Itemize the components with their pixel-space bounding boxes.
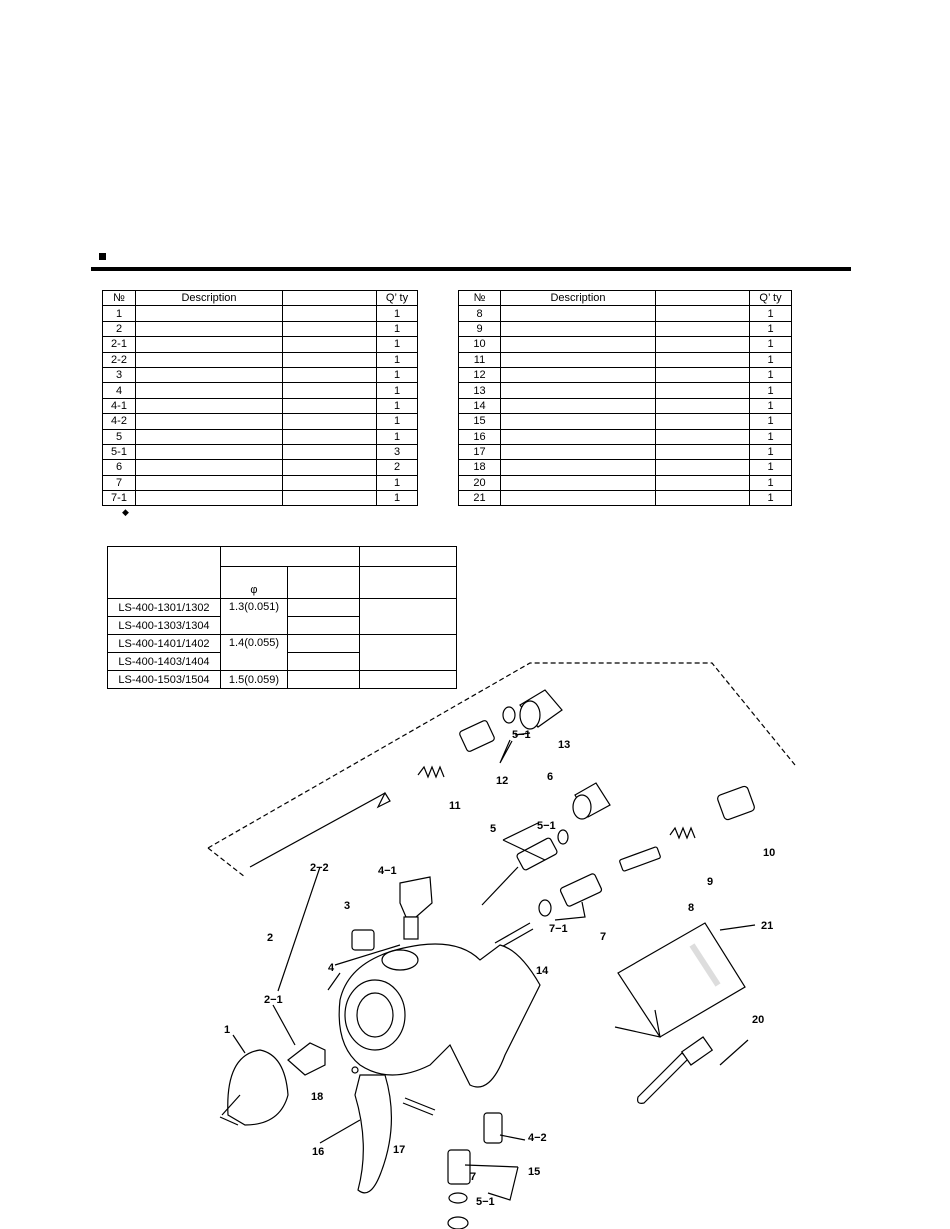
table-row bbox=[103, 352, 418, 367]
table-row bbox=[108, 635, 457, 653]
callout-11: 11 bbox=[449, 800, 461, 812]
table-header-row bbox=[103, 291, 418, 306]
part-blank-cell bbox=[656, 491, 750, 506]
callout-4-1: 4−1 bbox=[378, 865, 397, 877]
part-blank-cell bbox=[283, 383, 377, 398]
table-row bbox=[103, 460, 418, 475]
part-no-cell: 5-1 bbox=[103, 444, 136, 459]
model-cell: LS-400-1503/1504 bbox=[108, 671, 221, 689]
callout-10: 10 bbox=[763, 847, 776, 859]
callout-2-2: 2−2 bbox=[310, 862, 329, 874]
section-rule bbox=[91, 267, 851, 271]
part-qty-cell: 1 bbox=[750, 337, 792, 352]
part-no-cell: 5 bbox=[103, 429, 136, 444]
table-row bbox=[459, 491, 792, 506]
part-blank-cell bbox=[283, 306, 377, 321]
part-description-cell bbox=[501, 306, 656, 321]
part-description-cell bbox=[136, 337, 283, 352]
section-bullet bbox=[99, 253, 106, 260]
col-description-header: Description bbox=[136, 291, 283, 306]
callout-9: 9 bbox=[707, 876, 714, 888]
table-row bbox=[459, 444, 792, 459]
callout-7-right: 7 bbox=[600, 931, 607, 943]
table-header-row bbox=[459, 291, 792, 306]
table-row bbox=[103, 398, 418, 413]
col-qty-header: Q’ ty bbox=[377, 291, 418, 306]
part-description-cell bbox=[501, 337, 656, 352]
callout-17: 17 bbox=[393, 1144, 406, 1156]
callout-5: 5 bbox=[490, 823, 497, 835]
table-row bbox=[459, 321, 792, 336]
part-blank-cell bbox=[283, 429, 377, 444]
callout-7-1: 7−1 bbox=[549, 923, 568, 935]
part-description-cell bbox=[501, 398, 656, 413]
part-description-cell bbox=[501, 444, 656, 459]
table-row bbox=[108, 547, 457, 567]
callout-1: 1 bbox=[224, 1024, 231, 1036]
callout-2-1: 2−1 bbox=[264, 994, 283, 1006]
col-no-header: № bbox=[103, 291, 136, 306]
col-blank-header bbox=[656, 291, 750, 306]
note-marker: ◆ bbox=[122, 507, 129, 517]
part-no-cell: 7 bbox=[103, 475, 136, 490]
table-row bbox=[103, 444, 418, 459]
part-description-cell bbox=[136, 460, 283, 475]
part-blank-cell bbox=[283, 352, 377, 367]
part-no-cell: 15 bbox=[459, 414, 501, 429]
part-qty-cell: 1 bbox=[750, 306, 792, 321]
part-description-cell bbox=[501, 414, 656, 429]
table-row bbox=[459, 367, 792, 382]
model-cell: LS-400-1401/1402 bbox=[108, 635, 221, 653]
callout-4: 4 bbox=[328, 962, 335, 974]
callout-20: 20 bbox=[752, 1014, 765, 1026]
part-description-cell bbox=[501, 321, 656, 336]
part-description-cell bbox=[501, 475, 656, 490]
part-description-cell bbox=[501, 429, 656, 444]
callout-15: 15 bbox=[528, 1166, 541, 1178]
table-row bbox=[103, 491, 418, 506]
table-row bbox=[103, 306, 418, 321]
part-no-cell: 1 bbox=[103, 306, 136, 321]
part-blank-cell bbox=[656, 414, 750, 429]
size-cell: 1.4(0.055) bbox=[221, 635, 288, 671]
part-description-cell bbox=[136, 306, 283, 321]
exploded-parts-diagram bbox=[200, 655, 800, 1229]
callout-5-1-mid: 5−1 bbox=[537, 820, 556, 832]
callout-6: 6 bbox=[547, 771, 554, 783]
part-qty-cell: 1 bbox=[377, 398, 418, 413]
col-no-header: № bbox=[459, 291, 501, 306]
part-no-cell: 6 bbox=[103, 460, 136, 475]
part-no-cell: 8 bbox=[459, 306, 501, 321]
part-qty-cell: 1 bbox=[750, 383, 792, 398]
part-blank-cell bbox=[283, 475, 377, 490]
part-qty-cell: 1 bbox=[750, 475, 792, 490]
part-blank-cell bbox=[283, 491, 377, 506]
part-blank-cell bbox=[656, 367, 750, 382]
table-row bbox=[103, 414, 418, 429]
part-description-cell bbox=[136, 352, 283, 367]
part-no-cell: 13 bbox=[459, 383, 501, 398]
part-no-cell: 12 bbox=[459, 367, 501, 382]
part-no-cell: 9 bbox=[459, 321, 501, 336]
col-qty-header: Q’ ty bbox=[750, 291, 792, 306]
callout-5-1-bottom: 5−1 bbox=[476, 1196, 495, 1208]
part-description-cell bbox=[501, 352, 656, 367]
part-description-cell bbox=[136, 414, 283, 429]
part-no-cell: 2 bbox=[103, 321, 136, 336]
part-blank-cell bbox=[656, 460, 750, 475]
table-row bbox=[459, 398, 792, 413]
part-no-cell: 10 bbox=[459, 337, 501, 352]
callout-8: 8 bbox=[688, 902, 695, 914]
part-description-cell bbox=[136, 491, 283, 506]
part-qty-cell: 1 bbox=[750, 398, 792, 413]
part-no-cell: 14 bbox=[459, 398, 501, 413]
table-row bbox=[103, 383, 418, 398]
table-row bbox=[459, 460, 792, 475]
part-no-cell: 4-2 bbox=[103, 414, 136, 429]
part-qty-cell: 1 bbox=[750, 414, 792, 429]
part-blank-cell bbox=[283, 444, 377, 459]
part-blank-cell bbox=[656, 475, 750, 490]
part-qty-cell: 3 bbox=[377, 444, 418, 459]
part-qty-cell: 1 bbox=[750, 460, 792, 475]
callout-2: 2 bbox=[267, 932, 274, 944]
model-cell: LS-400-1303/1304 bbox=[108, 617, 221, 635]
part-description-cell bbox=[501, 383, 656, 398]
part-no-cell: 16 bbox=[459, 429, 501, 444]
table-row bbox=[103, 367, 418, 382]
callout-5-1-top: 5−1 bbox=[512, 729, 531, 741]
table-row bbox=[103, 337, 418, 352]
col-blank-header bbox=[283, 291, 377, 306]
table-row bbox=[459, 414, 792, 429]
part-qty-cell: 1 bbox=[377, 475, 418, 490]
table-row bbox=[103, 475, 418, 490]
callout-3: 3 bbox=[344, 900, 351, 912]
part-no-cell: 2-1 bbox=[103, 337, 136, 352]
table-row bbox=[459, 352, 792, 367]
table-row bbox=[459, 337, 792, 352]
callout-13: 13 bbox=[558, 739, 571, 751]
part-blank-cell bbox=[656, 429, 750, 444]
part-qty-cell: 1 bbox=[377, 429, 418, 444]
part-qty-cell: 1 bbox=[377, 352, 418, 367]
callout-14: 14 bbox=[536, 965, 549, 977]
callout-7-bottom: 7 bbox=[470, 1171, 477, 1183]
part-no-cell: 21 bbox=[459, 491, 501, 506]
phi-symbol: φ bbox=[221, 567, 288, 599]
part-no-cell: 18 bbox=[459, 460, 501, 475]
table-row bbox=[108, 599, 457, 617]
part-blank-cell bbox=[283, 398, 377, 413]
part-blank-cell bbox=[283, 321, 377, 336]
callout-12: 12 bbox=[496, 775, 509, 787]
part-qty-cell: 1 bbox=[377, 337, 418, 352]
part-blank-cell bbox=[656, 383, 750, 398]
table-row bbox=[459, 306, 792, 321]
part-description-cell bbox=[501, 460, 656, 475]
part-blank-cell bbox=[656, 352, 750, 367]
part-blank-cell bbox=[283, 367, 377, 382]
part-qty-cell: 1 bbox=[377, 367, 418, 382]
part-no-cell: 17 bbox=[459, 444, 501, 459]
part-qty-cell: 1 bbox=[750, 491, 792, 506]
callout-21: 21 bbox=[761, 920, 774, 932]
part-no-cell: 3 bbox=[103, 367, 136, 382]
callout-4-2: 4−2 bbox=[528, 1132, 547, 1144]
part-qty-cell: 1 bbox=[750, 444, 792, 459]
part-description-cell bbox=[136, 444, 283, 459]
part-qty-cell: 1 bbox=[377, 383, 418, 398]
part-blank-cell bbox=[656, 398, 750, 413]
part-description-cell bbox=[136, 367, 283, 382]
table-row bbox=[459, 429, 792, 444]
table-row bbox=[103, 429, 418, 444]
part-no-cell: 4 bbox=[103, 383, 136, 398]
part-no-cell: 7-1 bbox=[103, 491, 136, 506]
part-no-cell: 2-2 bbox=[103, 352, 136, 367]
part-description-cell bbox=[136, 321, 283, 336]
part-qty-cell: 1 bbox=[377, 491, 418, 506]
part-blank-cell bbox=[656, 306, 750, 321]
part-qty-cell: 1 bbox=[377, 306, 418, 321]
table-row bbox=[459, 475, 792, 490]
part-qty-cell: 2 bbox=[377, 460, 418, 475]
part-description-cell bbox=[136, 429, 283, 444]
parts-table-right bbox=[458, 290, 792, 506]
part-qty-cell: 1 bbox=[750, 352, 792, 367]
table-row bbox=[103, 321, 418, 336]
part-description-cell bbox=[501, 491, 656, 506]
part-description-cell bbox=[501, 367, 656, 382]
part-blank-cell bbox=[656, 337, 750, 352]
part-description-cell bbox=[136, 383, 283, 398]
part-blank-cell bbox=[283, 460, 377, 475]
part-qty-cell: 1 bbox=[750, 367, 792, 382]
part-qty-cell: 1 bbox=[377, 414, 418, 429]
callout-16: 16 bbox=[312, 1146, 325, 1158]
table-row bbox=[459, 383, 792, 398]
part-blank-cell bbox=[283, 337, 377, 352]
part-qty-cell: 1 bbox=[750, 321, 792, 336]
part-description-cell bbox=[136, 475, 283, 490]
part-description-cell bbox=[136, 398, 283, 413]
part-no-cell: 20 bbox=[459, 475, 501, 490]
size-cell: 1.3(0.051) bbox=[221, 599, 288, 635]
model-cell: LS-400-1403/1404 bbox=[108, 653, 221, 671]
size-cell: 1.5(0.059) bbox=[221, 671, 288, 689]
col-description-header: Description bbox=[501, 291, 656, 306]
model-cell: LS-400-1301/1302 bbox=[108, 599, 221, 617]
part-blank-cell bbox=[656, 444, 750, 459]
part-blank-cell bbox=[283, 414, 377, 429]
part-blank-cell bbox=[656, 321, 750, 336]
part-no-cell: 11 bbox=[459, 352, 501, 367]
callout-18: 18 bbox=[311, 1091, 324, 1103]
part-no-cell: 4-1 bbox=[103, 398, 136, 413]
part-qty-cell: 1 bbox=[377, 321, 418, 336]
part-qty-cell: 1 bbox=[750, 429, 792, 444]
parts-table-left bbox=[102, 290, 418, 506]
